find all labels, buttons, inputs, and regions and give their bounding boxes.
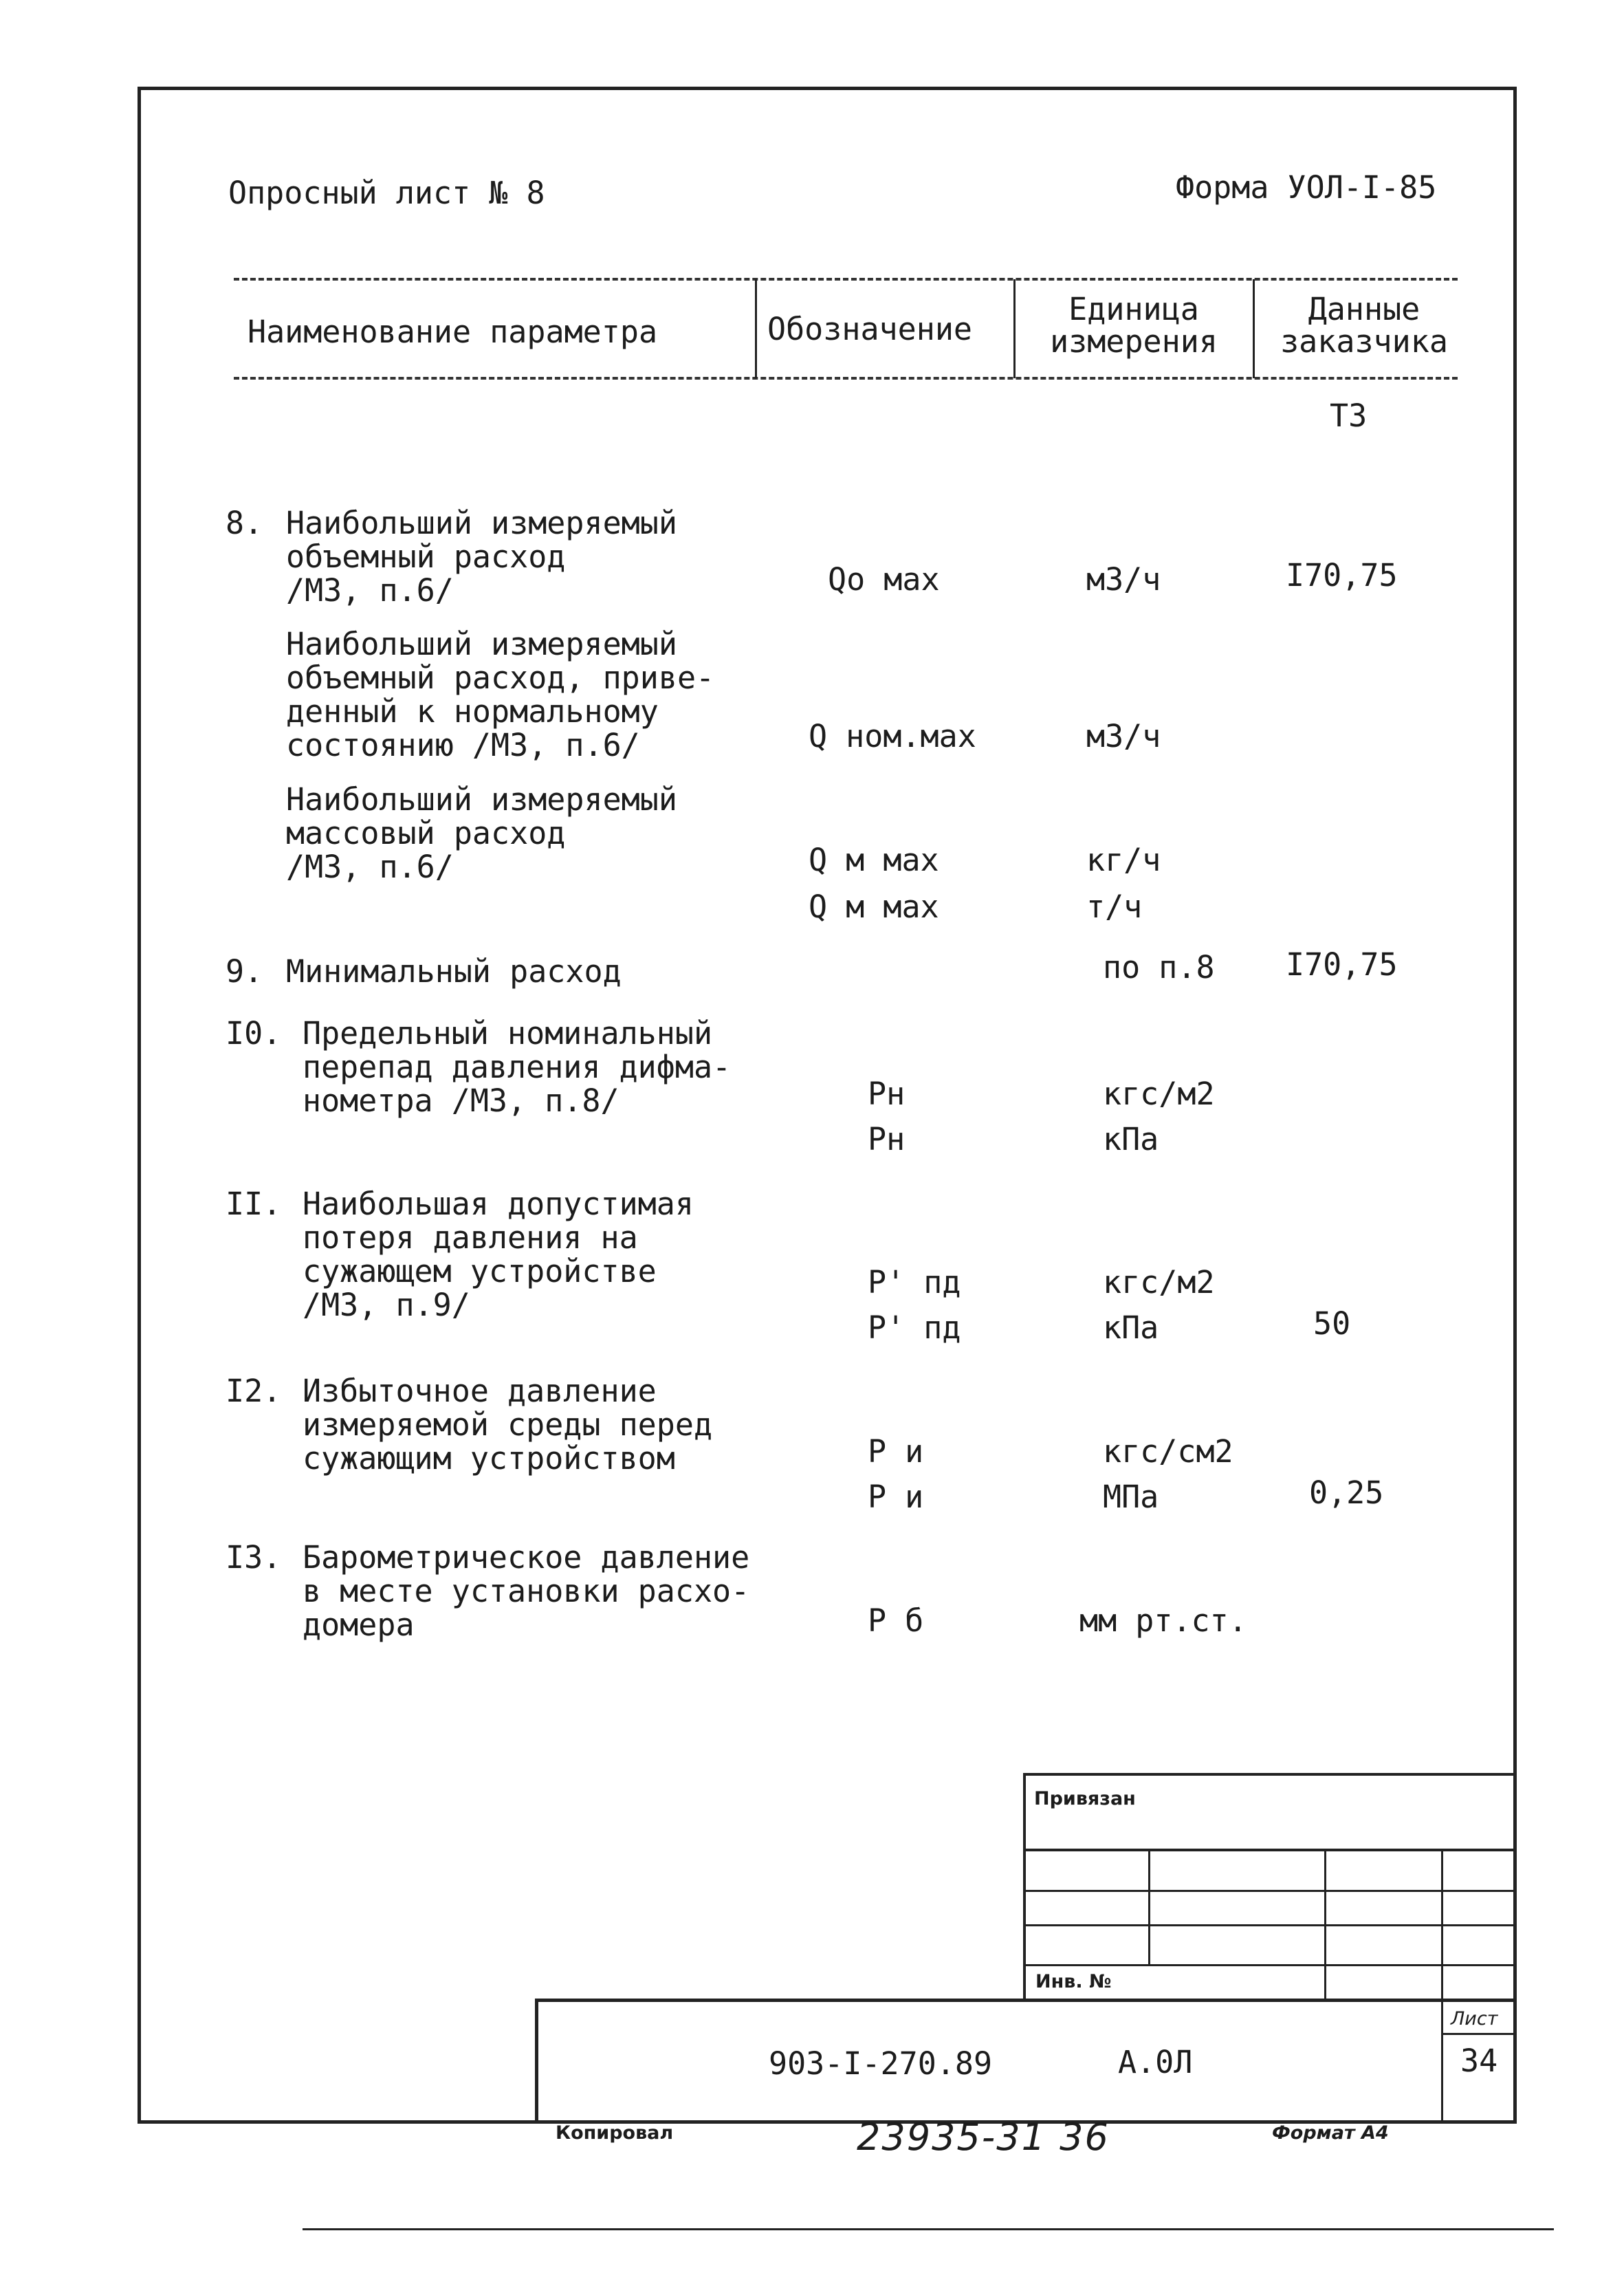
row-11b-symbol: Р' пд [868, 1309, 961, 1346]
row-8d-symbol: Q м мах [809, 889, 939, 925]
document-code: 903-I-270.89 [769, 2045, 993, 2082]
header-col-symbol: Обозначение [767, 311, 973, 347]
row-9-name: Минимальный расход [286, 953, 622, 990]
frame-top [138, 87, 1517, 90]
row-13-name: Барометрическое давление в месте установки расхо- домера [303, 1539, 750, 1643]
handwritten-number: 23935-31 36 [857, 2115, 1110, 2159]
header-sep-2 [1013, 279, 1016, 378]
frame-left [138, 88, 141, 2124]
row-8b-name: Наибольший измеряемый объемный расход, приве- денный к нормальному состоянию /М3, п.6/ [286, 626, 715, 763]
row-12-unit: кгс/см2 [1103, 1433, 1233, 1470]
row-10-name: Предельный номинальный перепад давления дифма- нометра /М3, п.8/ [303, 1015, 732, 1119]
row-11-name: Наибольшая допустимая потеря давления на сужающем устройстве /М3, п.9/ [303, 1186, 694, 1323]
stamp-linked-label: Привязан [1034, 1788, 1136, 1809]
title-block-top [535, 1999, 1515, 2002]
row-8-name: Наибольший измеряемый объемный расход /М3, п.6/ [286, 505, 677, 609]
copied-label: Копировал [556, 2122, 674, 2144]
stamp-grid-v2 [1324, 1850, 1326, 2001]
header-col-name: Наименование параметра [248, 314, 658, 350]
format-label: Формат А4 [1272, 2122, 1389, 2144]
row-9-unit: по п.8 [1103, 949, 1215, 986]
row-8c-symbol: Q м мах [809, 842, 939, 878]
row-9-number: 9. [226, 953, 263, 990]
row-10-number: I0. [226, 1015, 282, 1052]
row-13-number: I3. [226, 1539, 282, 1576]
header-note-t3: Т3 [1330, 398, 1368, 434]
row-10-symbol: Рн [868, 1076, 906, 1112]
header-col-data: Данные заказчика [1280, 291, 1448, 360]
row-8b-unit: м3/ч [1086, 718, 1161, 754]
frame-right [1513, 87, 1517, 2124]
header-rule-top [234, 278, 1458, 281]
row-12b-symbol: Р и [868, 1479, 924, 1515]
row-9-value: I70,75 [1286, 946, 1398, 983]
row-11-number: II. [226, 1186, 282, 1222]
document-suffix: А.0Л [1118, 2044, 1193, 2080]
title-block-left [535, 1999, 538, 2122]
row-8-number: 8. [226, 505, 263, 541]
header-col-unit: Единица измерения [1050, 291, 1218, 360]
header-sep-1 [755, 279, 757, 378]
row-8d-unit: т/ч [1086, 889, 1143, 925]
row-8-value: I70,75 [1286, 557, 1398, 594]
scan-bottom-rule [303, 2228, 1554, 2230]
row-11b-unit: кПа [1103, 1309, 1159, 1346]
row-8c-name: Наибольший измеряемый массовый расход /М3, п.6/ [286, 781, 677, 885]
row-11-unit: кгс/м2 [1103, 1264, 1215, 1300]
form-code: Форма УОЛ-I-85 [1176, 169, 1437, 206]
row-12-number: I2. [226, 1373, 282, 1409]
stamp-grid-v1 [1148, 1850, 1150, 1966]
sheet-title: Опросный лист № 8 [228, 175, 545, 211]
row-11-symbol: Р' пд [868, 1264, 961, 1300]
row-13-unit: мм рт.ст. [1079, 1602, 1247, 1639]
row-13-symbol: Р б [868, 1602, 924, 1639]
sheet-number: 34 [1460, 2043, 1498, 2079]
row-12b-unit: МПа [1103, 1479, 1159, 1515]
row-12-symbol: Р и [868, 1433, 924, 1470]
stamp-grid-v3 [1441, 1850, 1443, 2122]
row-10b-unit: кПа [1103, 1121, 1159, 1157]
row-8-unit: м3/ч [1086, 561, 1161, 598]
stamp-inv-label: Инв. № [1035, 1971, 1112, 1992]
row-11b-value: 50 [1313, 1305, 1351, 1342]
stamp-linked-top [1023, 1773, 1515, 1776]
header-rule-bottom [234, 377, 1458, 380]
row-8-symbol: Qо мах [828, 561, 940, 598]
row-8c-unit: кг/ч [1086, 842, 1161, 878]
header-sep-3 [1253, 279, 1255, 378]
row-10b-symbol: Рн [868, 1121, 906, 1157]
row-10-unit: кгс/м2 [1103, 1076, 1215, 1112]
sheet-label: Лист [1451, 2008, 1498, 2029]
row-12-name: Избыточное давление измеряемой среды перед сужающим устройством [303, 1373, 713, 1477]
row-12b-value: 0,25 [1309, 1474, 1384, 1511]
row-8b-symbol: Q ном.мах [809, 718, 976, 754]
sheet-label-divider [1441, 2033, 1515, 2035]
